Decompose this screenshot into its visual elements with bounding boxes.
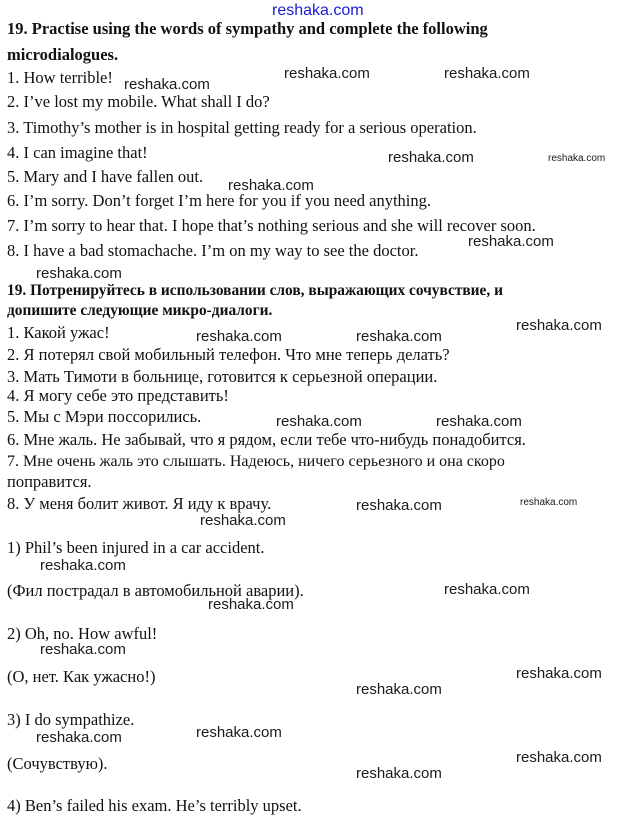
dialogue-line: 4. I can imagine that! (7, 143, 148, 162)
watermark: reshaka.com (208, 596, 294, 613)
watermark: reshaka.com (196, 724, 282, 741)
exercise-heading-en: 19. Practise using the words of sympathy and complete the following (7, 19, 488, 38)
exercise-heading-ru-cont: допишите следующие микро-диалоги. (7, 302, 273, 319)
dialogue-line: 1. Какой ужас! (7, 323, 110, 342)
answer-line: 3) I do sympathize. (7, 710, 135, 729)
watermark: reshaka.com (468, 233, 554, 250)
watermark: reshaka.com (124, 76, 210, 93)
dialogue-line: 4. Я могу себе это представить! (7, 386, 229, 405)
dialogue-line: 5. Мы с Мэри поссорились. (7, 407, 202, 426)
watermark: reshaka.com (228, 177, 314, 194)
watermark: reshaka.com (444, 65, 530, 82)
dialogue-line: 7. Мне очень жаль это слышать. Надеюсь, ничего серьезного и она скоро (7, 453, 505, 470)
watermark: reshaka.com (284, 65, 370, 82)
watermark: reshaka.com (40, 557, 126, 574)
dialogue-line: 2. I’ve lost my mobile. What shall I do? (7, 92, 270, 111)
watermark: reshaka.com (516, 317, 602, 334)
watermark: reshaka.com (196, 328, 282, 345)
watermark: reshaka.com (436, 413, 522, 430)
watermark: reshaka.com (200, 512, 286, 529)
watermark: reshaka.com (36, 729, 122, 746)
watermark: reshaka.com (388, 149, 474, 166)
dialogue-line: 5. Mary and I have fallen out. (7, 167, 204, 186)
answer-line: (Сочувствую). (7, 754, 108, 773)
watermark: reshaka.com (272, 2, 364, 19)
watermark: reshaka.com (356, 497, 442, 514)
dialogue-line: 8. I have a bad stomachache. I’m on my way to see the doctor. (7, 241, 419, 260)
dialogue-line: 7. I’m sorry to hear that. I hope that’s nothing serious and she will recover soon. (7, 216, 536, 235)
watermark: reshaka.com (36, 265, 122, 282)
dialogue-line: поправится. (7, 472, 92, 491)
dialogue-line: 3. Мать Тимоти в больнице, готовится к серьезной операции. (7, 367, 438, 386)
watermark: reshaka.com (40, 641, 126, 658)
watermark: reshaka.com (356, 765, 442, 782)
watermark: reshaka.com (444, 581, 530, 598)
watermark: reshaka.com (276, 413, 362, 430)
exercise-heading-en-cont: microdialogues. (7, 45, 119, 64)
exercise-heading-ru: 19. Потренируйтесь в использовании слов, выражающих сочувствие, и (7, 282, 503, 299)
answer-line: 4) Ben’s failed his exam. He’s terribly upset. (7, 796, 302, 815)
dialogue-line: 1. How terrible! (7, 68, 113, 87)
answer-line: (Фил пострадал в автомобильной аварии). (7, 581, 304, 600)
watermark: reshaka.com (356, 328, 442, 345)
watermark: reshaka.com (516, 749, 602, 766)
dialogue-line: 6. I’m sorry. Don’t forget I’m here for you if you need anything. (7, 191, 432, 210)
dialogue-line: 8. У меня болит живот. Я иду к врачу. (7, 494, 272, 513)
watermark: reshaka.com (356, 681, 442, 698)
answer-line: 1) Phil’s been injured in a car accident. (7, 538, 265, 557)
answer-line: (О, нет. Как ужасно!) (7, 667, 156, 686)
dialogue-line: 6. Мне жаль. Не забывай, что я рядом, если тебе что-нибудь понадобится. (7, 430, 526, 449)
watermark: reshaka.com (548, 153, 606, 164)
watermark: reshaka.com (520, 497, 578, 508)
dialogue-line: 2. Я потерял свой мобильный телефон. Что мне теперь делать? (7, 345, 450, 364)
dialogue-line: 3. Timothy’s mother is in hospital getting ready for a serious operation. (7, 118, 477, 137)
answer-line: 2) Oh, no. How awful! (7, 624, 158, 643)
watermark: reshaka.com (516, 665, 602, 682)
